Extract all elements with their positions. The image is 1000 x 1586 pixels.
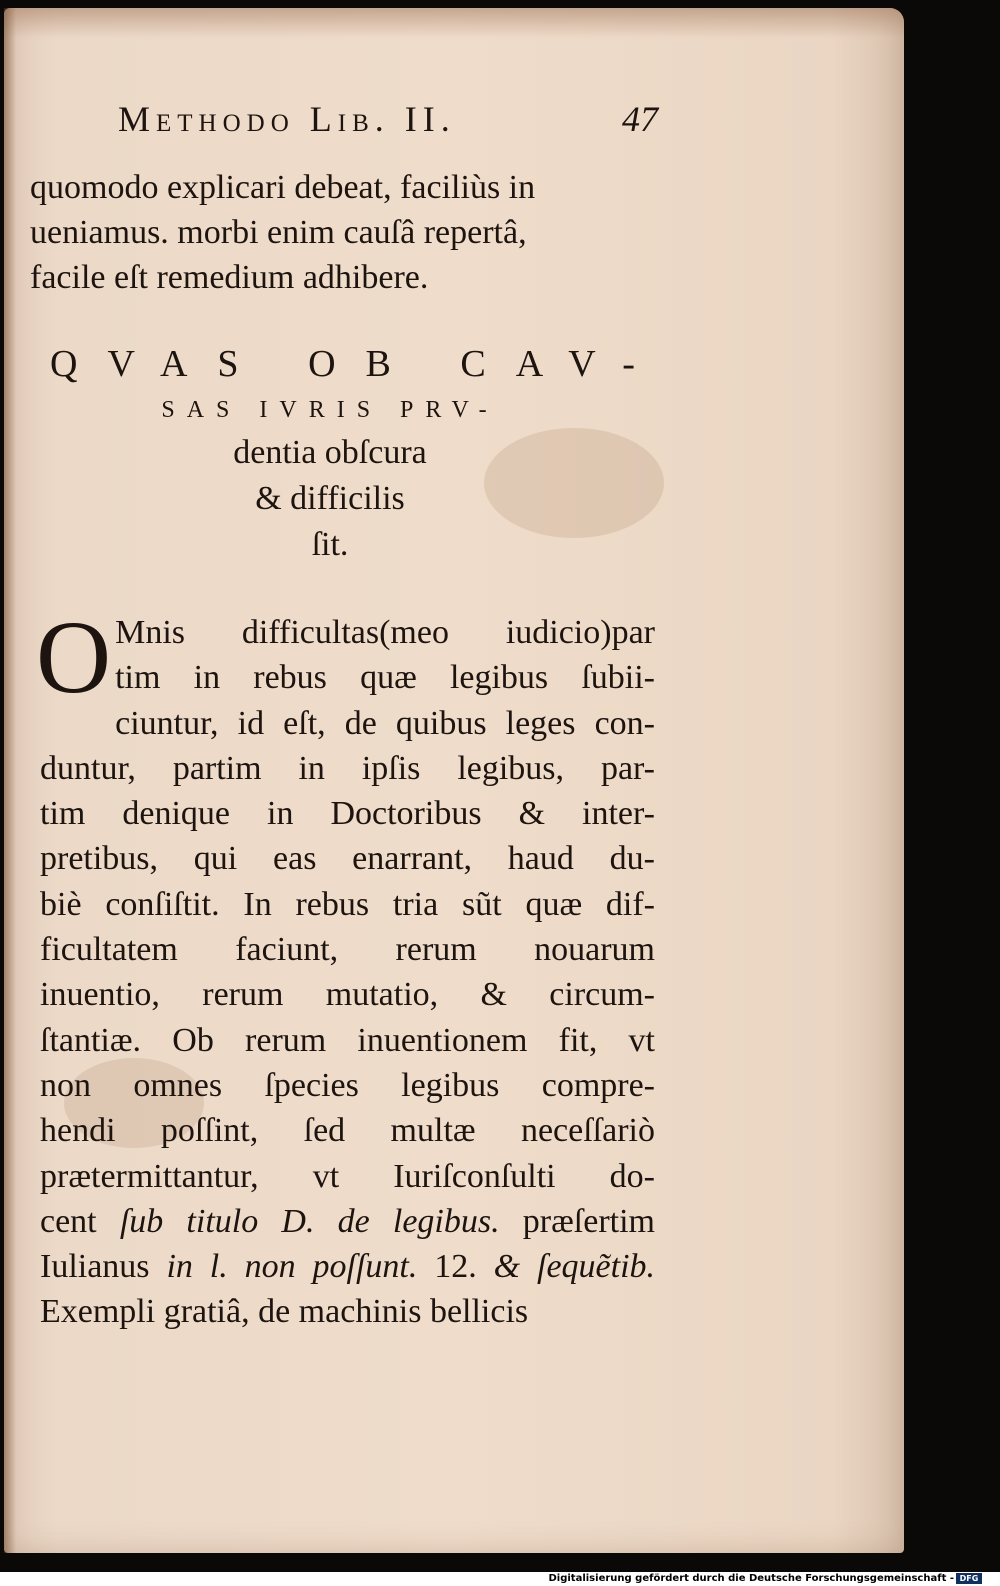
text-line: ciuntur, id eſt, de quibus leges con- <box>115 704 655 742</box>
page-left-edge <box>4 8 16 1553</box>
text-span: Iulianus <box>40 1248 167 1286</box>
heading-line-4: & difficilis <box>255 480 405 517</box>
text-span: cent <box>40 1202 120 1240</box>
text-line: inuentio, rerum mutatio, & circum- <box>40 976 655 1014</box>
text-span: 12. <box>417 1248 494 1286</box>
footer-credit: Digitalisierung gefördert durch die Deutsche Forschungsgemeinschaft - <box>548 1573 954 1584</box>
text-line: Exempli gratiâ, de machinis bellicis <box>40 1293 529 1331</box>
running-head <box>118 98 658 148</box>
heading-line-5: ſit. <box>311 526 349 563</box>
page-number: 47 <box>622 99 658 139</box>
drop-cap: O <box>36 600 112 715</box>
body-text-block <box>36 600 656 1335</box>
text-span: præſertim <box>499 1202 656 1240</box>
text-line-mixed <box>40 1244 655 1289</box>
citation-italic: in l. non poſſunt. <box>166 1248 418 1286</box>
running-title: Methodo Lib. II. <box>118 99 456 139</box>
text-line: biè conſiſtit. In rebus tria sũt quæ dif- <box>40 885 655 923</box>
text-line: tim denique in Doctoribus & inter- <box>40 795 655 833</box>
text-line: ſtantiæ. Ob rerum inuentionem fit, vt <box>40 1021 655 1059</box>
text-line: prætermittantur, vt Iuriſconſulti do- <box>40 1157 655 1195</box>
top-text-block <box>30 165 650 300</box>
heading-line-1: QVAS OB CAV- <box>50 343 665 385</box>
text-line: facile eſt remedium adhibere. <box>30 259 429 296</box>
section-heading <box>50 338 665 568</box>
dfg-logo: DFG <box>956 1573 982 1584</box>
drop-cap-paragraph <box>36 600 655 715</box>
citation-italic: & ſequẽtib. <box>493 1248 656 1286</box>
text-line: Mnis difficultas(meo iudicio)par <box>115 614 655 651</box>
heading-line-2: SAS IVRIS PRV- <box>161 397 499 423</box>
text-line: non omnes ſpecies legibus compre- <box>40 1066 655 1104</box>
text-line: ficultatem faciunt, rerum nouarum <box>40 931 655 969</box>
text-line: pretibus, qui eas enarrant, haud du- <box>40 840 655 878</box>
citation-italic: ſub titulo D. de legibus. <box>119 1202 500 1240</box>
heading-line-3: dentia obſcura <box>233 434 427 471</box>
page-top-edge <box>4 8 904 38</box>
text-line: tim in rebus quæ legibus ſubii- <box>115 659 655 697</box>
text-line: ueniamus. morbi enim cauſâ repertâ, <box>30 214 527 251</box>
text-line: hendi poſſint, ſed multæ neceſſariò <box>40 1112 655 1150</box>
text-line: duntur, partim in ipſis legibus, par- <box>40 749 655 787</box>
text-line-mixed <box>40 1199 655 1244</box>
text-line: quomodo explicari debeat, faciliùs in <box>30 169 536 206</box>
